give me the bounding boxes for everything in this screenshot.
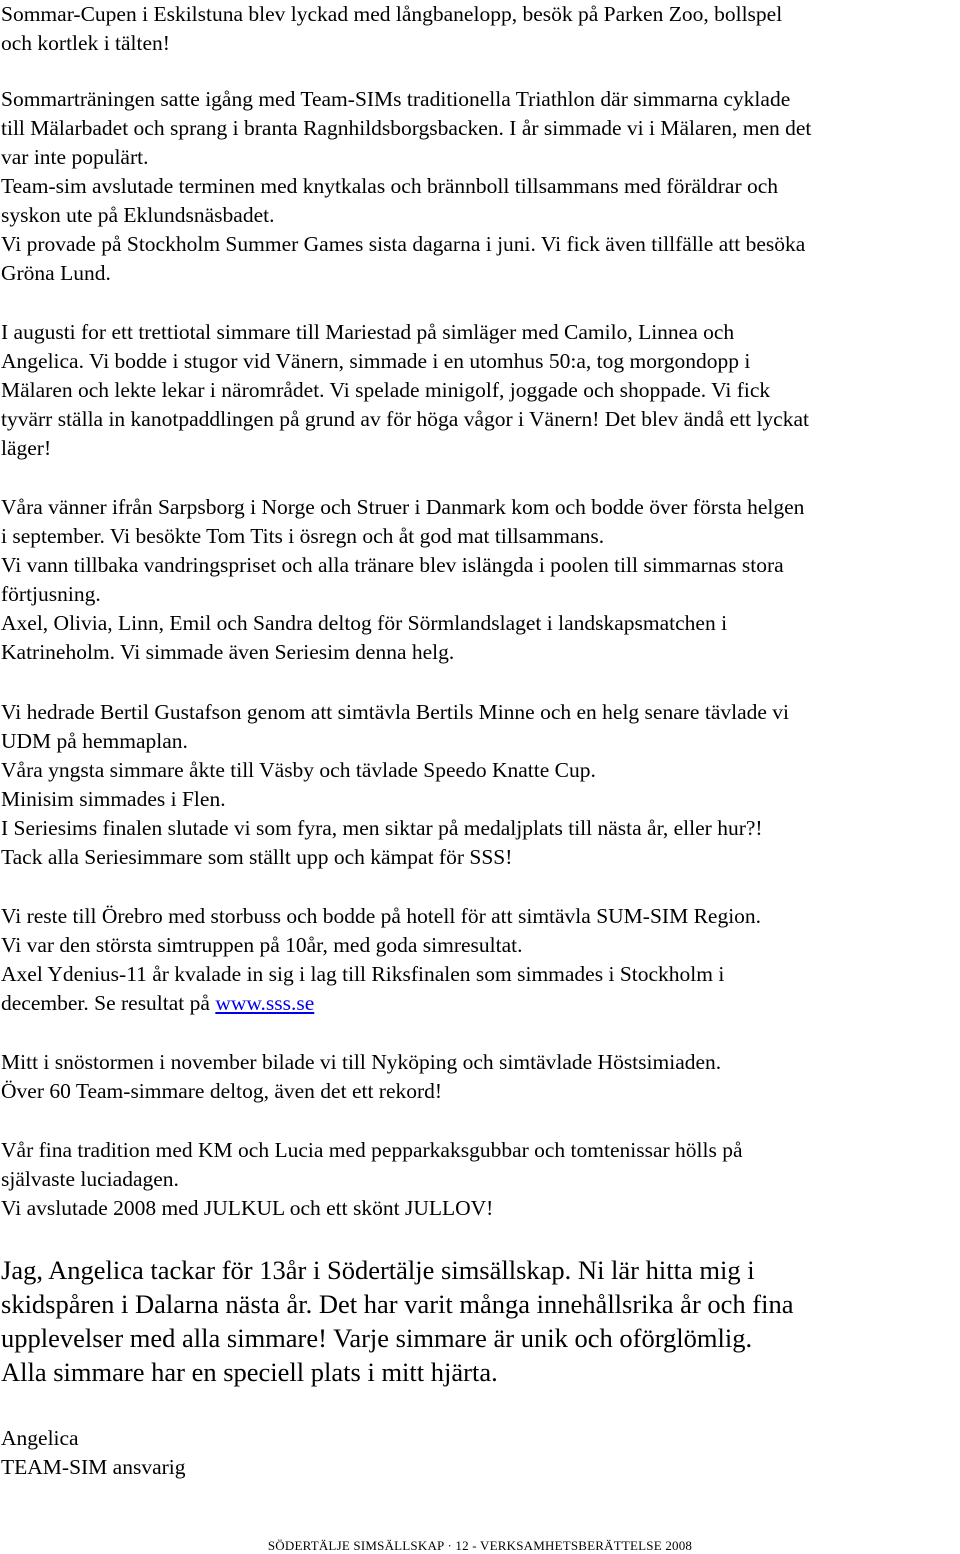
farewell-line: Alla simmare har en speciell plats i mitt hjärta. [1, 1357, 498, 1387]
text-line: tyvärr ställa in kanotpaddlingen på grund av för höga vågor i Vänern! Det blev ändå ett lyckat [1, 407, 809, 431]
text-line: Sommar-Cupen i Eskilstuna blev lyckad med långbanelopp, besök på Parken Zoo, bollspel [1, 2, 783, 26]
text-line: Team-sim avslutade terminen med knytkalas och brännboll tillsammans med föräldrar och [1, 174, 779, 198]
farewell-line: upplevelser med alla simmare! Varje simmare är unik och oförglömlig. [1, 1323, 753, 1353]
text-line: Gröna Lund. [1, 261, 111, 285]
text-line: Sommarträningen satte igång med Team-SIMs traditionella Triathlon där simmarna cyklade [1, 87, 791, 111]
text-line: Vi reste till Örebro med storbuss och bodde på hotell för att simtävla SUM-SIM Region. [1, 904, 762, 928]
text-line: Våra vänner ifrån Sarpsborg i Norge och Struer i Danmark kom och bodde över första helgen [1, 495, 805, 519]
text-line: var inte populärt. [1, 145, 149, 169]
text-line: Vi provade på Stockholm Summer Games sista dagarna i juni. Vi fick även tillfälle att besöka [1, 232, 806, 256]
text-line: till Mälarbadet och sprang i branta Ragnhildsborgsbacken. I år simmade vi i Mälaren, men det [1, 116, 812, 140]
text-line: Angelica. Vi bodde i stugor vid Vänern, simmade i en utomhus 50:a, tog morgondopp i [1, 349, 751, 373]
text-line-with-link [1, 989, 314, 1018]
text-line: UDM på hemmaplan. [1, 729, 188, 753]
text-line: Axel, Olivia, Linn, Emil och Sandra deltog för Sörmlandslaget i landskapsmatchen i [1, 611, 728, 635]
text-line: och kortlek i tälten! [1, 31, 170, 55]
text-line: Minisim simmades i Flen. [1, 787, 226, 811]
page-footer [0, 1538, 960, 1554]
results-link[interactable]: www.sss.se [215, 991, 315, 1015]
text-line: självaste luciadagen. [1, 1167, 179, 1191]
text-line: förtjusning. [1, 582, 101, 606]
text-line: Mälaren och lekte lekar i närområdet. Vi spelade minigolf, joggade och shoppade. Vi fick [1, 378, 771, 402]
text-line: Tack alla Seriesimmare som ställt upp och kämpat för SSS! [1, 845, 513, 869]
text-line: Vår fina tradition med KM och Lucia med pepparkaksgubbar och tomtenissar hölls på [1, 1138, 743, 1162]
text-line: läger! [1, 436, 52, 460]
link-line-prefix: december. Se resultat på [1, 991, 216, 1015]
text-line: syskon ute på Eklundsnäsbadet. [1, 203, 275, 227]
farewell-line: skidspåren i Dalarna nästa år. Det har varit många innehållsrika år och fina [1, 1289, 794, 1319]
text-line: Våra yngsta simmare åkte till Väsby och tävlade Speedo Knatte Cup. [1, 758, 596, 782]
text-line: I augusti for ett trettiotal simmare till Mariestad på simläger med Camilo, Linnea och [1, 320, 735, 344]
text-line: Axel Ydenius-11 år kvalade in sig i lag till Riksfinalen som simmades i Stockholm i [1, 962, 725, 986]
text-line: Katrineholm. Vi simmade även Seriesim denna helg. [1, 640, 455, 664]
text-line: Vi vann tillbaka vandringspriset och alla tränare blev islängda i poolen till simmarnas stora [1, 553, 784, 577]
signature-name: Angelica [1, 1426, 79, 1450]
footer-text: SÖDERTÄLJE SIMSÄLLSKAP · 12 - VERKSAMHETSBERÄTTELSE 2008 [267, 1538, 693, 1553]
text-line: Vi hedrade Bertil Gustafson genom att simtävla Bertils Minne och en helg senare tävlade vi [1, 700, 790, 724]
text-line: I Seriesims finalen slutade vi som fyra, men siktar på medaljplats till nästa år, eller hur?! [1, 816, 763, 840]
text-line: Vi avslutade 2008 med JULKUL och ett skönt JULLOV! [1, 1196, 494, 1220]
text-line: Vi var den största simtruppen på 10år, med goda simresultat. [1, 933, 523, 957]
text-line: Över 60 Team-simmare deltog, även det ett rekord! [1, 1079, 443, 1103]
text-line: Mitt i snöstormen i november bilade vi till Nyköping och simtävlade Höstsimiaden. [1, 1050, 722, 1074]
signature-role: TEAM-SIM ansvarig [1, 1455, 186, 1479]
farewell-line: Jag, Angelica tackar för 13år i Södertälje simsällskap. Ni lär hitta mig i [1, 1255, 755, 1285]
text-line: i september. Vi besökte Tom Tits i ösregn och åt god mat tillsammans. [1, 524, 605, 548]
